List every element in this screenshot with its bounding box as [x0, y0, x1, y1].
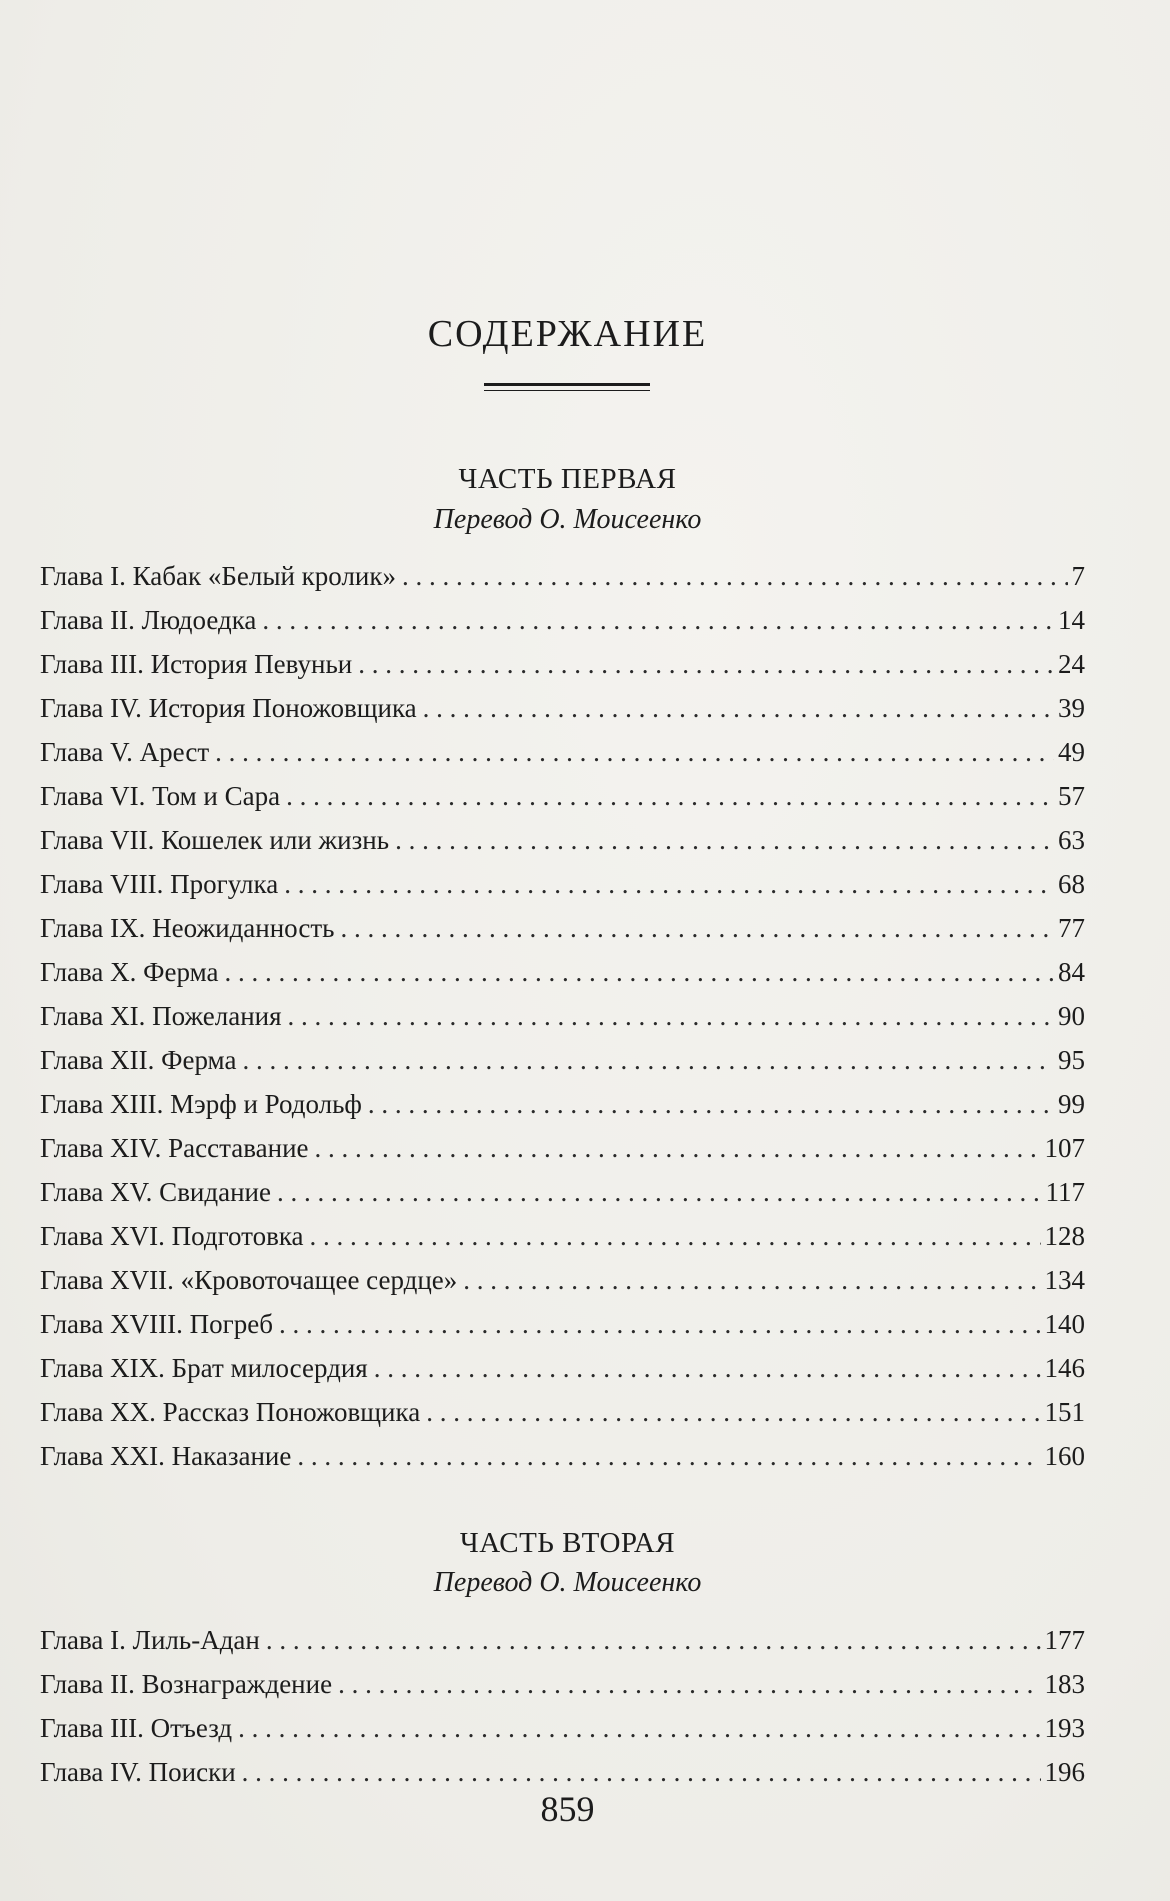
toc-entry[interactable]: [40, 1434, 1085, 1478]
chapter-page: 99: [1058, 1089, 1085, 1119]
chapter-label: Глава I. Кабак «Белый кролик»: [40, 561, 396, 591]
dot-leader: [402, 554, 1068, 598]
toc-entry[interactable]: [40, 1302, 1085, 1346]
dot-leader: [310, 1214, 1041, 1258]
chapter-page: 77: [1058, 913, 1085, 943]
chapter-label: Глава V. Арест: [40, 737, 210, 767]
page-number: 859: [540, 1789, 595, 1829]
chapter-page: 14: [1058, 605, 1085, 635]
chapter-page: 160: [1044, 1441, 1085, 1471]
chapter-label: Глава II. Вознаграждение: [40, 1669, 333, 1699]
dot-leader: [358, 642, 1054, 686]
chapter-label: Глава IX. Неожиданность: [40, 913, 335, 943]
dot-leader: [284, 862, 1054, 906]
chapter-label: Глава XII. Ферма: [40, 1045, 237, 1075]
chapter-page: 39: [1058, 693, 1085, 723]
toc-entry[interactable]: [40, 818, 1085, 862]
chapter-page: 196: [1044, 1757, 1085, 1787]
chapter-label: Глава XIV. Расставание: [40, 1133, 309, 1163]
toc-entry[interactable]: [40, 686, 1085, 730]
page-title: СОДЕРЖАНИЕ: [427, 313, 708, 355]
toc-entry[interactable]: [40, 774, 1085, 818]
chapter-page: 107: [1044, 1133, 1085, 1163]
chapter-page: 177: [1044, 1625, 1085, 1655]
chapter-page: 183: [1044, 1669, 1085, 1699]
dot-leader: [279, 1302, 1041, 1346]
chapter-label: Глава VIII. Прогулка: [40, 869, 279, 899]
chapter-label: Глава XI. Пожелания: [40, 1001, 282, 1031]
dot-leader: [395, 818, 1054, 862]
dot-leader: [224, 950, 1054, 994]
toc-entry[interactable]: [40, 554, 1085, 598]
dot-leader: [463, 1258, 1040, 1302]
chapter-page: 24: [1058, 649, 1085, 679]
toc-entry[interactable]: [40, 862, 1085, 906]
chapter-label: Глава IV. Поиски: [40, 1757, 236, 1787]
chapter-page: 84: [1058, 957, 1085, 987]
chapter-label: Глава XXI. Наказание: [40, 1441, 292, 1471]
toc-entry[interactable]: [40, 1126, 1085, 1170]
chapter-label: Глава III. История Певуньи: [40, 649, 353, 679]
toc-entry[interactable]: [40, 1258, 1085, 1302]
dot-leader: [215, 730, 1054, 774]
chapter-label: Глава XIII. Мэрф и Родольф: [40, 1089, 362, 1119]
dot-leader: [315, 1126, 1041, 1170]
dot-leader: [286, 774, 1054, 818]
chapter-page: 95: [1058, 1045, 1085, 1075]
toc-entry[interactable]: [40, 1214, 1085, 1258]
chapter-page: 146: [1044, 1353, 1085, 1383]
dot-leader: [277, 1170, 1042, 1214]
toc-entry[interactable]: [40, 1082, 1085, 1126]
toc-entry[interactable]: [40, 1346, 1085, 1390]
dot-leader: [426, 1390, 1040, 1434]
chapter-label: Глава VI. Том и Сара: [40, 781, 281, 811]
chapter-page: 63: [1058, 825, 1085, 855]
chapter-label: Глава XX. Рассказ Поножовщика: [40, 1397, 421, 1427]
dot-leader: [368, 1082, 1054, 1126]
toc-entry[interactable]: [40, 1170, 1085, 1214]
chapter-page: 7: [1071, 561, 1085, 591]
chapter-label: Глава XVI. Подготовка: [40, 1221, 304, 1251]
dot-leader: [288, 994, 1054, 1038]
dot-leader: [340, 906, 1054, 950]
chapter-label: Глава II. Людоедка: [40, 605, 257, 635]
toc-entry[interactable]: [40, 1390, 1085, 1434]
dot-leader: [238, 1706, 1040, 1750]
chapter-label: Глава I. Лиль-Адан: [40, 1625, 260, 1655]
dot-leader: [262, 598, 1054, 642]
chapter-page: 57: [1058, 781, 1085, 811]
dot-leader: [297, 1434, 1040, 1478]
part-2-translator: Перевод О. Моисеенко: [433, 1567, 702, 1598]
chapter-label: Глава IV. История Поножовщика: [40, 693, 417, 723]
toc-entry[interactable]: [40, 1662, 1085, 1706]
chapter-page: 128: [1044, 1221, 1085, 1251]
chapter-label: Глава XVIII. Погреб: [40, 1309, 273, 1339]
chapter-page: 68: [1058, 869, 1085, 899]
chapter-label: Глава III. Отъезд: [40, 1713, 233, 1743]
toc-entry[interactable]: [40, 642, 1085, 686]
chapter-page: 49: [1058, 737, 1085, 767]
chapter-label: Глава VII. Кошелек или жизнь: [40, 825, 390, 855]
toc-entry[interactable]: [40, 1706, 1085, 1750]
part-1-toc: [40, 554, 1085, 1478]
dot-leader: [338, 1662, 1040, 1706]
title-rule-thick: [484, 383, 650, 386]
chapter-label: Глава XVII. «Кровоточащее сердце»: [40, 1265, 458, 1295]
toc-entry[interactable]: [40, 1038, 1085, 1082]
toc-entry[interactable]: [40, 1618, 1085, 1662]
toc-entry[interactable]: [40, 994, 1085, 1038]
dot-leader: [423, 686, 1054, 730]
chapter-page: 90: [1058, 1001, 1085, 1031]
dot-leader: [374, 1346, 1041, 1390]
dot-leader: [242, 1038, 1054, 1082]
chapter-page: 140: [1044, 1309, 1085, 1339]
chapter-page: 134: [1044, 1265, 1085, 1295]
part-2-title: ЧАСТЬ ВТОРАЯ: [459, 1527, 676, 1559]
toc-entry[interactable]: [40, 730, 1085, 774]
part-2-toc: [40, 1618, 1085, 1794]
chapter-page: 151: [1044, 1397, 1085, 1427]
chapter-label: Глава XIX. Брат милосердия: [40, 1353, 368, 1383]
toc-entry[interactable]: [40, 598, 1085, 642]
toc-entry[interactable]: [40, 906, 1085, 950]
chapter-label: Глава XV. Свидание: [40, 1177, 271, 1207]
toc-entry[interactable]: [40, 950, 1085, 994]
part-1-title: ЧАСТЬ ПЕРВАЯ: [458, 463, 677, 495]
chapter-label: Глава X. Ферма: [40, 957, 219, 987]
dot-leader: [266, 1618, 1041, 1662]
title-rule-thin: [484, 390, 650, 391]
chapter-page: 193: [1044, 1713, 1085, 1743]
chapter-page: 117: [1045, 1177, 1085, 1207]
part-1-translator: Перевод О. Моисеенко: [433, 504, 702, 535]
